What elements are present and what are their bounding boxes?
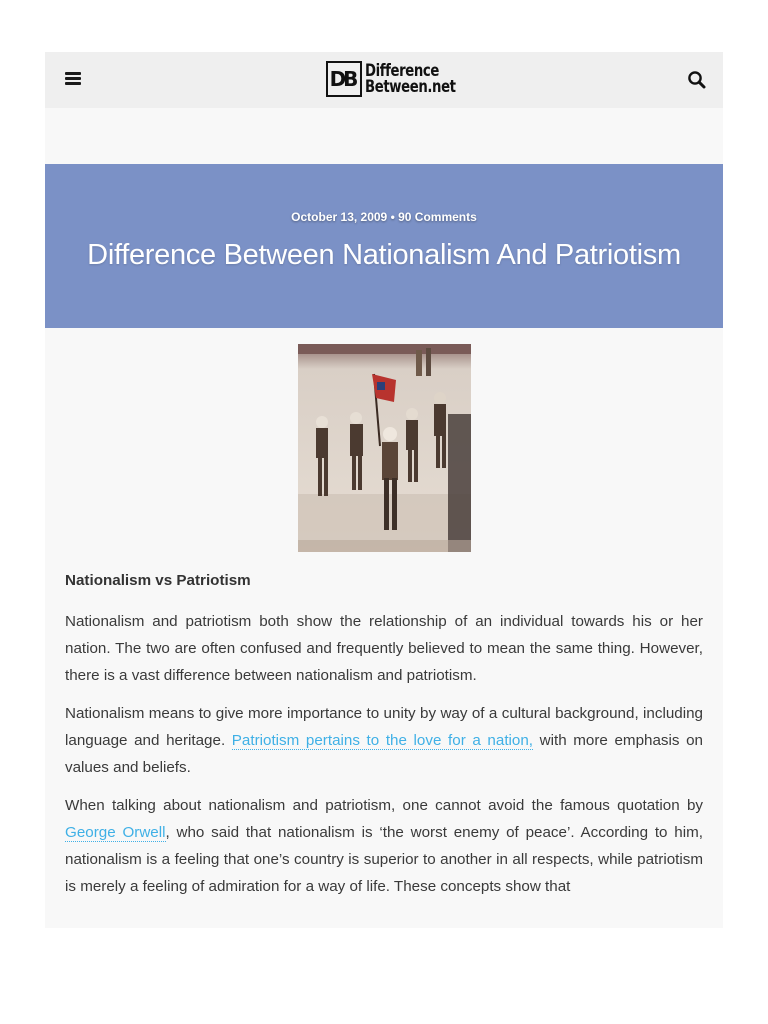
george-orwell-link[interactable]: George Orwell [65,824,166,841]
patriotism-link[interactable]: Patriotism pertains to the love for a nation, [231,732,534,749]
search-icon[interactable] [687,70,707,90]
paragraph-3-text-start: When talking about nationalism and patriotism, one cannot avoid the famous quotation by [65,797,703,814]
logo-line-2: Between.net [365,77,456,97]
site-header [45,52,723,108]
article-body [65,568,703,911]
paragraph-2 [65,700,703,781]
paragraph-2-text-start: Nationalism means to give more importance to unity by way of a cultural background, including language and heritage. [65,705,703,749]
comments-link[interactable]: 90 Comments [398,210,477,224]
paragraph-1: Nationalism and patriotism both show the relationship of an individual towards his or her nation. The two are often confused and frequently believed to mean the same thing. However, there is a vast difference between nationalism and patriotism. [65,613,703,684]
article-heading: Nationalism vs Patriotism [65,572,251,589]
post-date: October 13, 2009 [291,210,388,224]
post-meta [45,210,723,224]
hamburger-icon[interactable] [65,72,81,86]
logo-text [365,63,481,95]
paragraph-3-text-end: , who said that nationalism is ‘the worst enemy of peace’. According to him, nationalism is a feeling that one’s country is superior to another in all respects, while patriotism is merely a feeling of admiration for a way of life. These concepts show that [65,824,703,895]
logo-mark: DB [326,61,362,97]
page [45,52,723,928]
logo-line-1: Difference [365,61,440,81]
paragraph-3 [65,792,703,900]
article-image [298,344,471,552]
meta-separator: • [387,210,399,224]
paragraph-2-text-end: with more emphasis on values and beliefs. [65,732,703,776]
article-hero [45,164,723,328]
page-title: Difference Between Nationalism And Patriotism [87,239,681,271]
site-logo[interactable] [326,59,481,99]
